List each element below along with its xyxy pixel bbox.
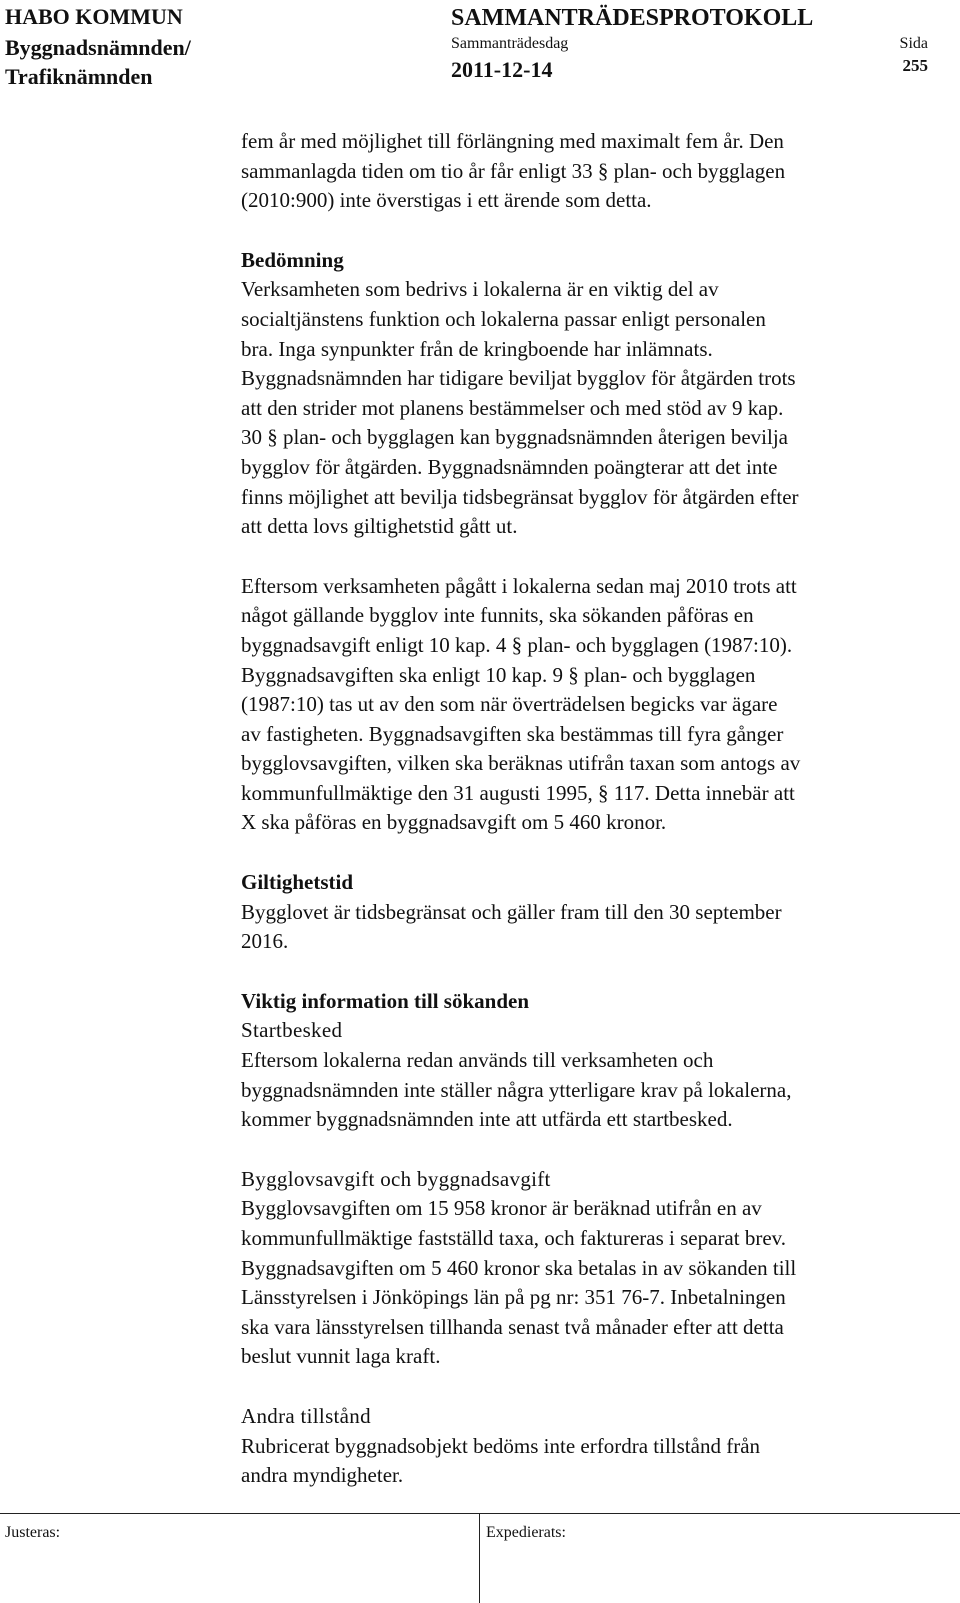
- text-line: 30 § plan- och bygglagen kan byggnadsnämnden återigen bevilja: [241, 425, 789, 450]
- text-line: Länsstyrelsen i Jönköpings län på pg nr: 351 76-7. Inbetalningen: [241, 1285, 786, 1310]
- validity-section: [241, 868, 941, 957]
- intro-paragraph: [241, 127, 941, 216]
- text-line: kommunfullmäktige den 31 augusti 1995, § 117. Detta innebär att: [241, 780, 795, 805]
- text-line: andra myndigheter.: [241, 1463, 404, 1488]
- text-line: X ska påföras en byggnadsavgift om 5 460 kronor.: [241, 810, 667, 835]
- assessment-section: [241, 246, 941, 542]
- page-number: 255: [902, 56, 928, 75]
- text-line: något gällande bygglov inte funnits, ska sökanden påföras en: [241, 603, 754, 628]
- text-line: Byggnadsnämnden har tidigare beviljat bygglov för åtgärden trots: [241, 366, 796, 391]
- text-line: beslut vunnit laga kraft.: [241, 1344, 441, 1369]
- text-line: Bygglovsavgiften om 15 958 kronor är beräknad utifrån en av: [241, 1196, 762, 1221]
- text-line: Eftersom verksamheten pågått i lokalerna sedan maj 2010 trots att: [241, 573, 797, 598]
- text-line: Byggnadsavgiften ska enligt 10 kap. 9 § plan- och bygglagen: [241, 662, 756, 687]
- text-line: 2016.: [241, 929, 289, 954]
- subheading-avgifter: Bygglovsavgift och byggnadsavgift: [241, 1166, 551, 1191]
- meeting-date-label: Sammanträdesdag: [451, 35, 569, 52]
- text-line: Rubricerat byggnadsobjekt bedöms inte erfordra tillstånd från: [241, 1433, 761, 1458]
- department-name: Byggnadsnämnden/: [5, 35, 191, 60]
- text-line: Bygglovet är tidsbegränsat och gäller fram till den 30 september: [241, 899, 782, 924]
- text-line: byggnadsnämnden inte ställer några ytterligare krav på lokalerna,: [241, 1077, 792, 1102]
- expedierats-label: Expedierats:: [486, 1524, 566, 1541]
- text-line: bygglovsavgiften, vilken ska beräknas utifrån taxan som antogs av: [241, 751, 801, 776]
- text-line: Verksamheten som bedrivs i lokalerna är en viktig del av: [241, 277, 719, 302]
- footer-divider: [0, 1513, 960, 1514]
- text-line: bra. Inga synpunkter från de kringboende har inlämnats.: [241, 336, 713, 361]
- signature-footer: [0, 1513, 960, 1603]
- justeras-label: Justeras:: [5, 1524, 61, 1541]
- section-heading-viktig-information: Viktig information till sökanden: [241, 988, 530, 1013]
- subheading-startbesked: Startbesked: [241, 1018, 343, 1043]
- section-heading-bedomning: Bedömning: [241, 247, 344, 272]
- text-line: Byggnadsavgiften om 5 460 kronor ska betalas in av sökanden till: [241, 1255, 797, 1280]
- text-line: att den strider mot planens bestämmelser och med stöd av 9 kap.: [241, 395, 784, 420]
- text-line: sammanlagda tiden om tio år får enligt 33 § plan- och bygglagen: [241, 158, 786, 183]
- page-label: Sida: [899, 35, 928, 52]
- text-line: att detta lovs giltighetstid gått ut.: [241, 514, 518, 539]
- document-header: [0, 0, 960, 95]
- text-line: (1987:10) tas ut av den som när överträdelsen begicks var ägare: [241, 692, 778, 717]
- text-line: socialtjänstens funktion och lokalerna passar enligt personalen: [241, 306, 766, 331]
- department-name-2: Trafiknämnden: [5, 64, 153, 89]
- text-line: av fastigheten. Byggnadsavgiften ska bestämmas till fyra gånger: [241, 721, 784, 746]
- document-body: [241, 127, 941, 1491]
- meeting-date: 2011-12-14: [451, 57, 553, 82]
- fee-paragraph: [241, 572, 941, 838]
- text-line: (2010:900) inte överstigas i ett ärende som detta.: [241, 188, 652, 213]
- text-line: Eftersom lokalerna redan används till verksamheten och: [241, 1048, 714, 1073]
- document-title: SAMMANTRÄDESPROTOKOLL: [451, 5, 814, 31]
- text-line: finns möjlighet att bevilja tidsbegränsat bygglov för åtgärden efter: [241, 484, 799, 509]
- text-line: ska vara länsstyrelsen tillhanda senast två månader efter att detta: [241, 1314, 784, 1339]
- subheading-andra-tillstand: Andra tillstånd: [241, 1403, 371, 1428]
- text-line: bygglov för åtgärden. Byggnadsnämnden poängterar att det inte: [241, 454, 778, 479]
- text-line: fem år med möjlighet till förlängning med maximalt fem år. Den: [241, 129, 784, 153]
- important-info-section: [241, 987, 941, 1491]
- footer-column-divider: [479, 1513, 480, 1603]
- text-line: kommunfullmäktige fastställd taxa, och faktureras i separat brev.: [241, 1226, 787, 1250]
- text-line: byggnadsavgift enligt 10 kap. 4 § plan- och bygglagen (1987:10).: [241, 632, 793, 657]
- section-heading-giltighetstid: Giltighetstid: [241, 870, 354, 895]
- text-line: kommer byggnadsnämnden inte att utfärda ett startbesked.: [241, 1107, 733, 1132]
- org-name: HABO KOMMUN: [5, 4, 183, 29]
